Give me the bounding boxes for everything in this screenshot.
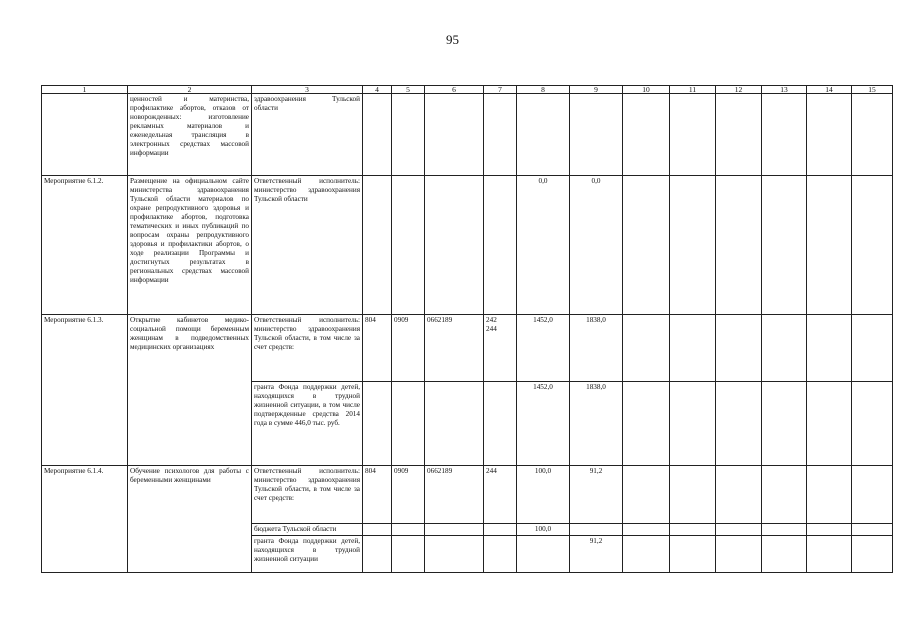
code-col5: 0909 — [392, 315, 425, 382]
col-header-3: 3 — [252, 86, 363, 94]
col-header-13: 13 — [762, 86, 807, 94]
col-header-2: 2 — [128, 86, 252, 94]
code-col4: 804 — [363, 315, 392, 382]
table-row — [42, 466, 893, 524]
funding-source: бюджета Тульской области — [252, 524, 363, 536]
table-row — [42, 176, 893, 315]
col-header-15: 15 — [852, 86, 893, 94]
amount-col9: 91,2 — [570, 466, 623, 524]
funding-source: гранта Фонда поддержки детей, находящихся в трудной жизненной ситуации, в том числе подтвержденные средства 2014 года в сумме 446,0 тыс. руб. — [252, 382, 363, 466]
col-header-9: 9 — [570, 86, 623, 94]
measure-id-cell — [42, 94, 128, 176]
amount-col9: 1838,0 — [570, 382, 623, 466]
amount-col8: 0,0 — [517, 176, 570, 315]
col-header-7: 7 — [484, 86, 517, 94]
col-header-14: 14 — [807, 86, 852, 94]
responsible-executor: Ответственный исполнитель: министерство здравоохранения Тульской области — [252, 176, 363, 315]
measure-id: Мероприятие 6.1.3. — [42, 315, 128, 466]
code-col5: 0909 — [392, 466, 425, 524]
page-number: 95 — [446, 32, 459, 47]
table-row — [42, 94, 893, 176]
table-row — [42, 315, 893, 382]
amount-col8: 1452,0 — [517, 382, 570, 466]
code-col6: 0662189 — [425, 315, 484, 382]
column-number-row — [42, 86, 893, 94]
amount-col8: 100,0 — [517, 466, 570, 524]
code-col7: 244 — [484, 466, 517, 524]
measure-description: ценностей и материнства, профилактике абортов, отказов от новорожденных: изготовление рекламных материалов и еженедельная трансляция в электронных средствах массовой информации — [128, 94, 252, 176]
responsible-executor: Ответственный исполнитель: министерство здравоохранения Тульской области, в том числе за счет средств: — [252, 315, 363, 382]
amount-col9: 1838,0 — [570, 315, 623, 382]
amount-col8: 100,0 — [517, 524, 570, 536]
funding-source: гранта Фонда поддержки детей, находящихся в трудной жизненной ситуации — [252, 536, 363, 573]
amount-col8: 1452,0 — [517, 315, 570, 382]
measure-id: Мероприятие 6.1.4. — [42, 466, 128, 573]
amount-col9: 0,0 — [570, 176, 623, 315]
responsible-executor: Ответственный исполнитель: министерство здравоохранения Тульской области, в том числе за счет средств: — [252, 466, 363, 524]
col-header-11: 11 — [670, 86, 716, 94]
col-header-6: 6 — [425, 86, 484, 94]
code-col6: 0662189 — [425, 466, 484, 524]
col-header-10: 10 — [623, 86, 670, 94]
col-header-1: 1 — [42, 86, 128, 94]
code-col7: 242 244 — [484, 315, 517, 382]
measure-description: Обучение психологов для работы с беременными женщинами — [128, 466, 252, 573]
measure-id: Мероприятие 6.1.2. — [42, 176, 128, 315]
col-header-8: 8 — [517, 86, 570, 94]
program-measures-table — [41, 85, 893, 573]
amount-col9: 91,2 — [570, 536, 623, 573]
col-header-5: 5 — [392, 86, 425, 94]
code-col4: 804 — [363, 466, 392, 524]
col-header-4: 4 — [363, 86, 392, 94]
responsible-executor: здравоохранения Тульской области — [252, 94, 363, 176]
measure-description: Открытие кабинетов медико-социальной помощи беременным женщинам в подведомственных медицинских организациях — [128, 315, 252, 466]
measure-description: Размещение на официальном сайте министерства здравоохранения Тульской области материалов по охране репродуктивного здоровья и профилактике абортов, подготовка тематических и иных публикаций по вопросам охраны репродуктивного здоровья и профилактики абортов, о ходе реализации Программы и достигнутых результатах в региональных средствах массовой информации — [128, 176, 252, 315]
col-header-12: 12 — [716, 86, 762, 94]
